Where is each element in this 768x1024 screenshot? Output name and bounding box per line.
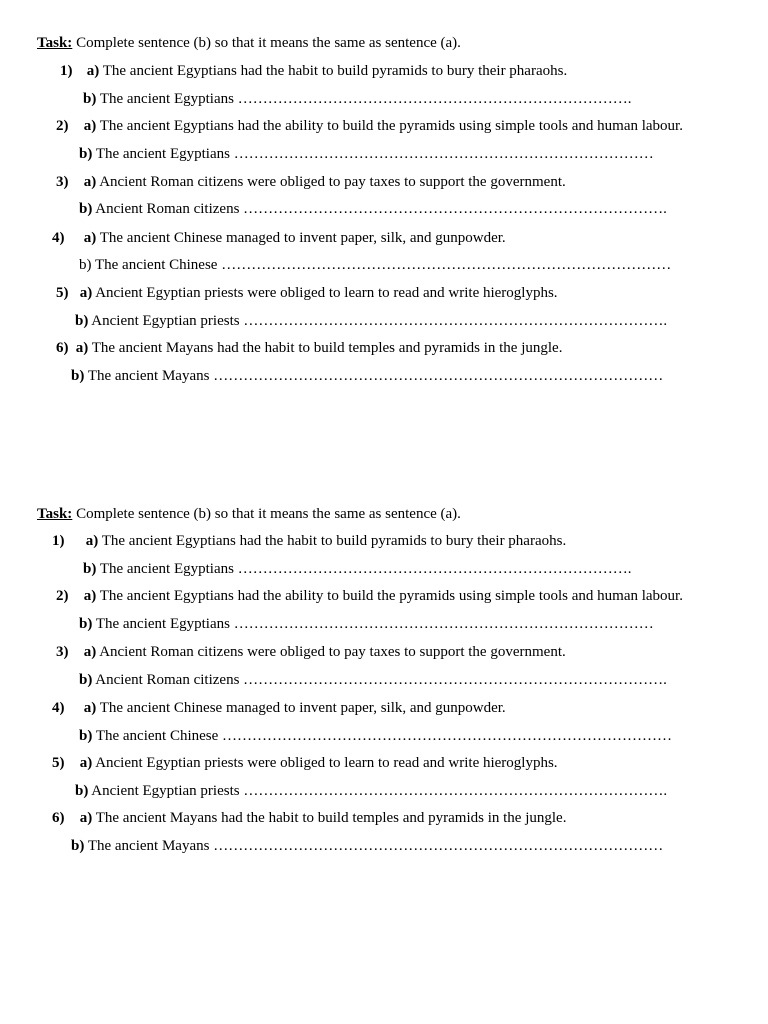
item-3-b <box>79 200 667 218</box>
item-5-b <box>75 312 667 330</box>
a-sentence: The ancient Egyptians had the ability to build the pyramids using simple tools and human labour. <box>99 588 683 604</box>
item-number: 6) <box>52 810 65 826</box>
item-3-a <box>56 173 566 191</box>
a-sentence: The ancient Egyptians had the ability to build the pyramids using simple tools and human labour. <box>99 118 683 134</box>
b-label: b) <box>79 201 93 217</box>
b-label: b) <box>79 728 93 744</box>
item-5-a <box>56 284 558 302</box>
b-label: b) <box>83 561 97 577</box>
item-6-b <box>71 367 663 385</box>
a-sentence: Ancient Roman citizens were obliged to pay taxes to support the government. <box>99 644 566 660</box>
a-sentence: The ancient Egyptians had the habit to build pyramids to bury their pharaohs. <box>102 63 568 79</box>
b-sentence-blank: The ancient Egyptians ……………………………………………………………………. <box>99 561 632 577</box>
a-label: a) <box>83 230 97 246</box>
item-number: 1) <box>60 63 73 79</box>
a-label: a) <box>83 700 97 716</box>
a-sentence: The ancient Egyptians had the habit to build pyramids to bury their pharaohs. <box>101 533 567 549</box>
a-sentence: The ancient Mayans had the habit to build temples and pyramids in the jungle. <box>91 340 563 356</box>
b-label: b) <box>71 368 85 384</box>
task-label: Task: <box>37 35 73 51</box>
b-sentence-blank: The ancient Chinese ……………………………………………………………………………… <box>95 728 673 744</box>
item-number: 3) <box>56 644 69 660</box>
item-6-a <box>52 809 566 827</box>
item-3-b <box>79 671 667 689</box>
a-label: a) <box>79 810 93 826</box>
item-4-a <box>52 699 506 717</box>
item-5-a <box>52 754 558 772</box>
b-label: b) <box>71 838 85 854</box>
a-label: a) <box>85 533 99 549</box>
item-number: 2) <box>56 588 69 604</box>
a-label: a) <box>86 63 100 79</box>
item-2-b <box>79 615 654 633</box>
item-1-b <box>83 90 631 108</box>
b-label: b) <box>79 257 92 273</box>
a-label: a) <box>79 755 93 771</box>
task-instruction: Complete sentence (b) so that it means the same as sentence (a). <box>76 506 461 522</box>
item-6-b <box>71 837 663 855</box>
item-1-a <box>60 62 567 80</box>
b-label: b) <box>79 616 93 632</box>
task-line <box>37 505 461 523</box>
a-label: a) <box>83 118 97 134</box>
a-label: a) <box>75 340 89 356</box>
item-2-a <box>56 587 683 605</box>
item-1-b <box>83 560 631 578</box>
a-sentence: Ancient Egyptian priests were obliged to learn to read and write hieroglyphs. <box>95 755 558 771</box>
item-4-b <box>79 727 672 745</box>
a-label: a) <box>83 644 97 660</box>
item-number: 4) <box>52 700 65 716</box>
b-sentence-blank: Ancient Egyptian priests …………………………………………………………………………. <box>91 783 668 799</box>
b-sentence-blank: The ancient Chinese ……………………………………………………………………………… <box>94 257 672 273</box>
b-label: b) <box>79 672 93 688</box>
b-sentence-blank: The ancient Egyptians ………………………………………………………………………… <box>95 616 654 632</box>
item-1-a <box>52 532 566 550</box>
b-sentence-blank: The ancient Mayans ……………………………………………………………………………… <box>87 838 664 854</box>
a-label: a) <box>79 285 93 301</box>
b-label: b) <box>79 146 93 162</box>
item-4-a <box>52 229 506 247</box>
a-sentence: The ancient Chinese managed to invent paper, silk, and gunpowder. <box>99 230 506 246</box>
item-2-b <box>79 145 654 163</box>
item-3-a <box>56 643 566 661</box>
a-label: a) <box>83 588 97 604</box>
task-line <box>37 34 461 52</box>
b-label: b) <box>75 783 89 799</box>
b-sentence-blank: Ancient Roman citizens …………………………………………………………………………. <box>95 201 667 217</box>
a-sentence: Ancient Egyptian priests were obliged to learn to read and write hieroglyphs. <box>95 285 558 301</box>
b-sentence-blank: The ancient Egyptians ………………………………………………………………………… <box>95 146 654 162</box>
a-label: a) <box>83 174 97 190</box>
task-instruction: Complete sentence (b) so that it means the same as sentence (a). <box>76 35 461 51</box>
item-2-a <box>56 117 683 135</box>
b-label: b) <box>75 313 89 329</box>
item-4-b <box>79 256 671 274</box>
item-number: 4) <box>52 230 65 246</box>
item-number: 6) <box>56 340 69 356</box>
item-number: 5) <box>56 285 69 301</box>
item-number: 3) <box>56 174 69 190</box>
b-sentence-blank: Ancient Egyptian priests …………………………………………………………………………. <box>91 313 668 329</box>
item-number: 2) <box>56 118 69 134</box>
item-number: 5) <box>52 755 65 771</box>
a-sentence: The ancient Mayans had the habit to build temples and pyramids in the jungle. <box>95 810 567 826</box>
task-label: Task: <box>37 506 73 522</box>
a-sentence: The ancient Chinese managed to invent paper, silk, and gunpowder. <box>99 700 506 716</box>
b-sentence-blank: The ancient Mayans ……………………………………………………………………………… <box>87 368 664 384</box>
b-label: b) <box>83 91 97 107</box>
item-number: 1) <box>52 533 65 549</box>
item-5-b <box>75 782 667 800</box>
b-sentence-blank: Ancient Roman citizens …………………………………………………………………………. <box>95 672 667 688</box>
b-sentence-blank: The ancient Egyptians ……………………………………………………………………. <box>99 91 632 107</box>
item-6-a <box>56 339 562 357</box>
a-sentence: Ancient Roman citizens were obliged to pay taxes to support the government. <box>99 174 566 190</box>
